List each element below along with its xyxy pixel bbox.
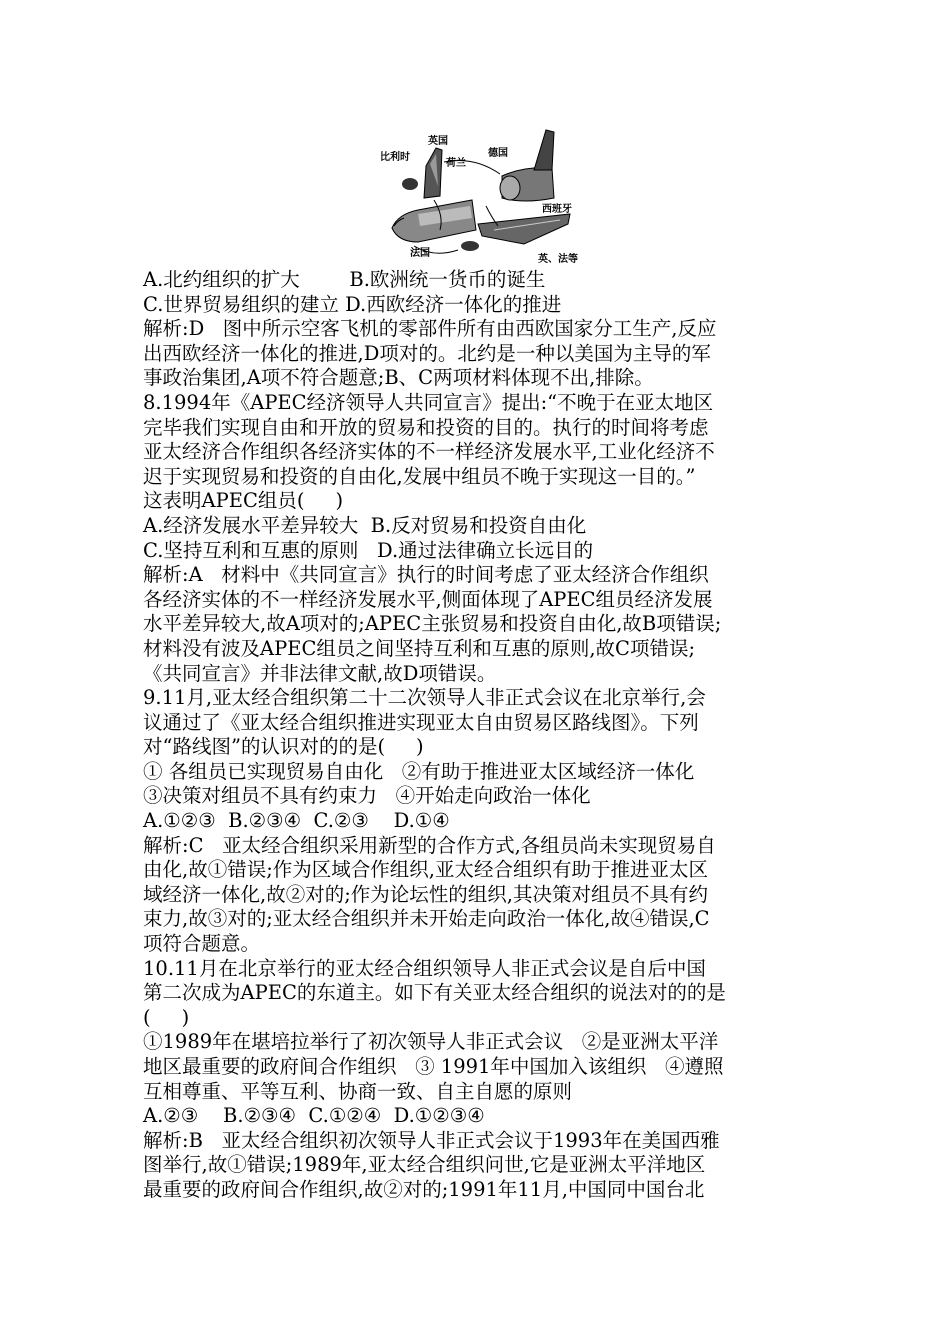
text-line: 项符合题意。 <box>143 932 261 956</box>
text-line: 由化,故①错误;作为区域合作组织,亚太经合组织有助于推进亚太区 <box>143 858 708 882</box>
question-text <box>143 268 823 1203</box>
label-spain: 西班牙 <box>542 204 572 215</box>
text-line: 域经济一体化,故②对的;作为论坛性的组织,其决策对组员不具有约 <box>143 882 708 906</box>
label-uk: 英国 <box>428 136 448 147</box>
text-line: ③决策对组员不具有约束力 ④开始走向政治一体化 <box>143 784 591 808</box>
text-line: 事政治集团,A项不符合题意;B、C两项材料体现不出,排除。 <box>143 366 654 390</box>
text-line: A.经济发展水平差异较大 B.反对贸易和投资自由化 <box>143 513 587 537</box>
text-line: ① 各组员已实现贸易自由化 ②有助于推进亚太区域经济一体化 <box>143 759 695 783</box>
label-germany: 德国 <box>488 148 508 159</box>
label-netherlands: 荷兰 <box>446 158 466 169</box>
text-line: C.坚持互利和互惠的原则 D.通过法律确立长远目的 <box>143 538 594 562</box>
label-belgium: 比利时 <box>380 152 410 163</box>
text-line: 水平差异较大,故A项对的;APEC主张贸易和投资自由化,故B项错误; <box>143 612 722 636</box>
text-line: A.①②③ B.②③④ C.②③ D.①④ <box>143 809 450 833</box>
text-line: 完毕我们实现自由和开放的贸易和投资的目的。执行的时间将考虑 <box>143 415 709 439</box>
text-line: A.北约组织的扩大 B.欧洲统一货币的诞生 <box>143 268 546 291</box>
text-line: 9.11月,亚太经合组织第二十二次领导人非正式会议在北京举行,会 <box>143 686 706 710</box>
text-line: 亚太经济合作组织各经济实体的不一样经济发展水平,工业化经济不 <box>143 440 715 464</box>
text-line: 图举行,故①错误;1989年,亚太经合组织问世,它是亚洲太平洋地区 <box>143 1153 706 1177</box>
text-line: 解析:D 图中所示空客飞机的零部件所有由西欧国家分工生产,反应 <box>143 317 717 341</box>
label-france: 法国 <box>410 248 430 259</box>
text-line: 各经济实体的不一样经济发展水平,侧面体现了APEC组员经济发展 <box>143 587 713 611</box>
text-line: 议通过了《亚太经合组织推进实现亚太自由贸易区路线图》。下列 <box>143 710 699 734</box>
text-line: 地区最重要的政府间合作组织 ③ 1991年中国加入该组织 ④遵照 <box>143 1055 724 1078</box>
text-line: 这表明APEC组员( ) <box>143 489 344 513</box>
text-line: 束力,故③对的;亚太经合组织并未开始走向政治一体化,故④错误,C <box>143 907 710 931</box>
text-line: 10.11月在北京举行的亚太经合组织领导人非正式会议是自后中国 <box>143 956 706 980</box>
label-uk-france: 英、法等 <box>538 254 578 265</box>
text-line: 迟于实现贸易和投资的自由化,发展中组员不晚于实现这一目的。” <box>143 464 696 488</box>
text-line: 最重要的政府间合作组织,故②对的;1991年11月,中国同中国台北 <box>143 1177 705 1201</box>
text-line: 8.1994年《APEC经济领导人共同宣言》提出:“不晚于在亚太地区 <box>143 390 714 414</box>
text-line: A.②③ B.②③④ C.①②④ D.①②③④ <box>143 1104 485 1128</box>
text-line: C.世界贸易组织的建立 D.西欧经济一体化的推进 <box>143 292 562 316</box>
text-line: 《共同宣言》并非法律文献,故D项错误。 <box>143 661 497 685</box>
text-line: 解析:C 亚太经合组织采用新型的合作方式,各组员尚未实现贸易自 <box>143 833 716 857</box>
text-line: 解析:B 亚太经合组织初次领导人非正式会议于1993年在美国西雅 <box>143 1128 720 1152</box>
text-line: 解析:A 材料中《共同宣言》执行的时间考虑了亚太经济合作组织 <box>143 563 709 587</box>
text-line: ①1989年在堪培拉举行了初次领导人非正式会议 ②是亚洲太平洋 <box>143 1030 719 1054</box>
text-line: 材料没有波及APEC组员之间坚持互利和互惠的原则,故C项错误; <box>143 636 696 660</box>
text-line: 互相尊重、平等互利、协商一致、自主自愿的原则 <box>143 1079 573 1103</box>
airplane-illustration <box>374 126 580 266</box>
text-line: 出西欧经济一体化的推进,D项对的。北约是一种以美国为主导的军 <box>143 341 711 365</box>
text-line: ( ) <box>143 1005 190 1029</box>
text-line: 第二次成为APEC的东道主。如下有关亚太经合组织的说法对的的是 <box>143 981 726 1005</box>
airplane-parts-figure <box>374 126 580 266</box>
text-line: 对“路线图”的认识对的的是( ) <box>143 735 424 759</box>
